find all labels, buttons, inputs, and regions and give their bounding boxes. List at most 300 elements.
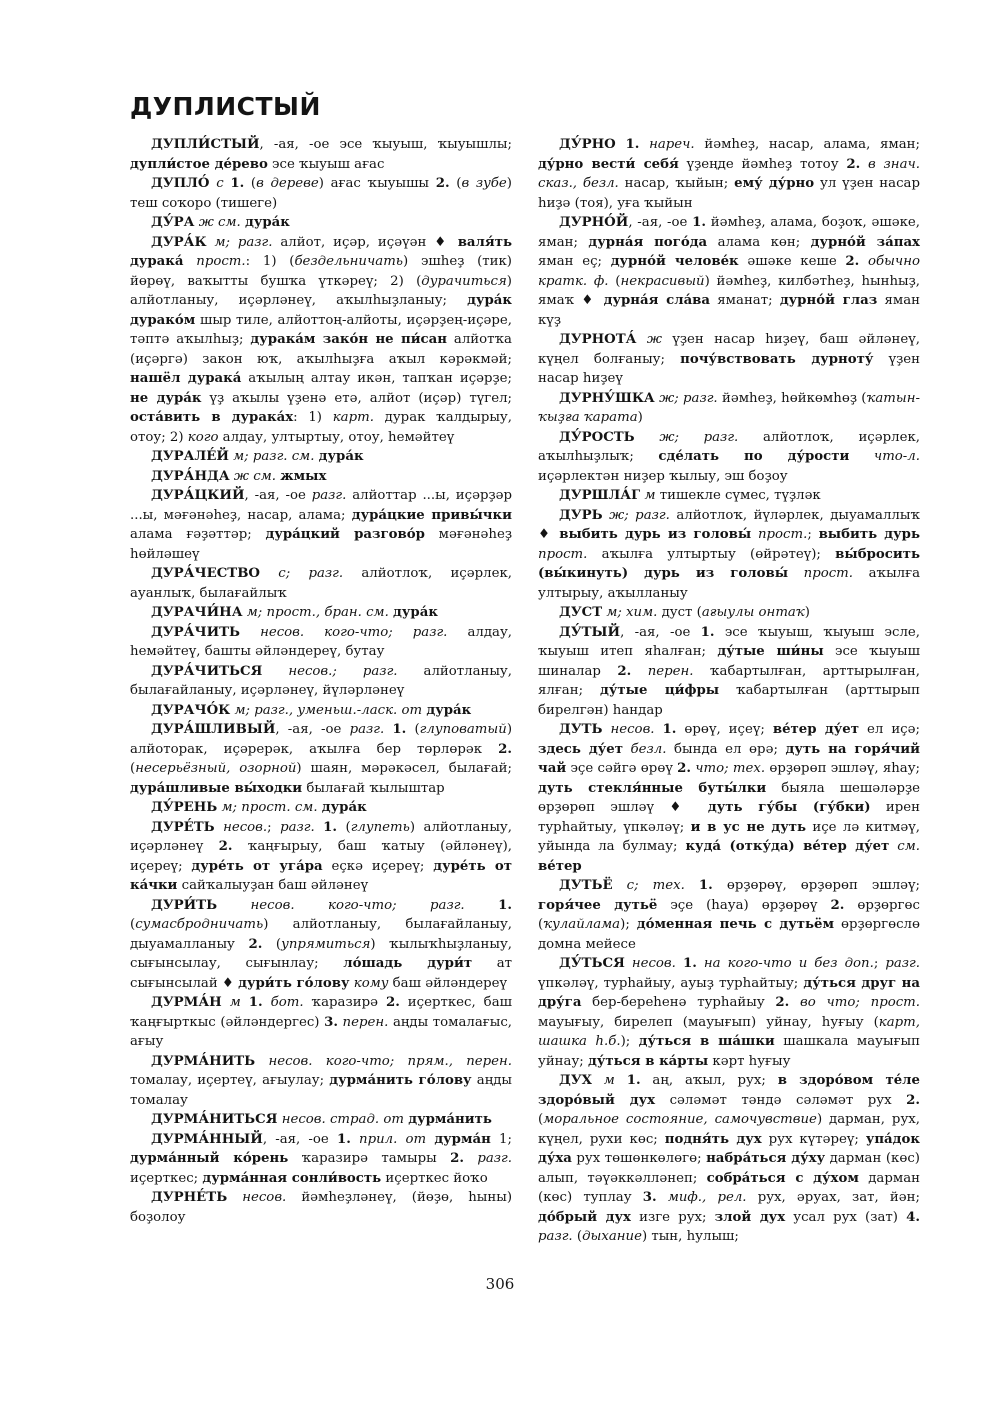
dictionary-entry xyxy=(538,506,920,604)
headword: ДУПЛИ́СТЫЙ xyxy=(151,137,260,152)
definition-text: алама ғәҙәттәр; xyxy=(130,527,266,542)
dictionary-entry xyxy=(538,603,920,623)
definition-text: иҫерткес йоҡо xyxy=(381,1170,488,1186)
dictionary-entry xyxy=(130,623,512,662)
phrase: валя́ть дурака́ xyxy=(130,234,513,269)
phrase: дура́к xyxy=(318,449,364,464)
definition-text: йәмһеҙләнеү, (йөҙө, һыны) боҙолоу xyxy=(130,1190,513,1225)
definition-text: ) дарман, рух, күңел, рухи көс; xyxy=(538,1112,920,1147)
right-column xyxy=(538,135,920,1247)
headword: ДУ́РОСТЬ xyxy=(559,429,635,445)
phrase: ему́ ду́рно xyxy=(734,176,815,191)
headword: ДУХ xyxy=(559,1073,592,1088)
phrase: 2. xyxy=(906,1092,921,1108)
grammar-label: разг. xyxy=(477,1151,512,1166)
definition-text: , -ая, -ое xyxy=(262,1131,337,1147)
headword: ДУРА́НДА xyxy=(151,468,230,484)
definition-text xyxy=(635,430,660,445)
grammar-label: с; разг. xyxy=(278,566,344,581)
definition-text xyxy=(240,625,260,640)
definition-text xyxy=(788,566,804,581)
headword: ДУРНЕ́ТЬ xyxy=(151,1190,228,1205)
definition-text: дарман (көс) туплау xyxy=(538,1170,920,1205)
grammar-label: безл. xyxy=(630,741,667,757)
definition-text xyxy=(625,956,632,971)
phrase: вы́бросить (вы́кинуть) дурь из головы́ xyxy=(538,546,920,581)
definition-text: шыр тиле, алйоттоң-алйоты, иҫәрҙең-иҫәре, тәптә аҡылһыҙ; xyxy=(130,312,512,347)
headword: ДУРМА́НИТЬ xyxy=(151,1053,256,1069)
definition-text: дуст ( xyxy=(657,605,702,620)
definition-text: ) алйотланыу, былағайланыу, дыуамалланыу xyxy=(130,917,512,952)
phrase: упа́док ду́ха xyxy=(538,1131,921,1166)
grammar-label: прост. xyxy=(803,566,854,581)
headword: ДУ́РЕНЬ xyxy=(151,800,218,815)
grammar-label: разг. xyxy=(885,956,920,971)
dictionary-entry xyxy=(538,428,920,487)
definition-text: өрҙөргөс ( xyxy=(538,897,920,932)
grammar-label: несов. страд. от xyxy=(281,1112,404,1127)
phrase: дупли́стое де́рево xyxy=(130,156,268,172)
headword: ДУРА́ЧИТЬСЯ xyxy=(151,663,263,679)
definition-text: аҡылың алтау икән, тапҡан иҫәрҙе; xyxy=(241,371,512,386)
grammar-label: сумасбродничать xyxy=(135,917,264,932)
grammar-label: прост. xyxy=(196,254,246,269)
definition-text: ); xyxy=(620,917,637,932)
grammar-label: м xyxy=(644,488,656,503)
dictionary-entry xyxy=(538,330,920,389)
definition-text: яманат; xyxy=(710,293,780,308)
headword: ДУРА́ЧИТЬ xyxy=(151,624,241,640)
definition-text: ) тын, һулыш; xyxy=(641,1229,739,1244)
definition-text: эсе ҡыуыш, ҡыуыш эсле, ҡыуыш итеп яһалған; xyxy=(538,624,920,659)
phrase: дурно́й челове́к xyxy=(610,254,739,269)
phrase: 1. xyxy=(498,897,513,913)
definition-text xyxy=(657,1190,668,1205)
phrase: 4. xyxy=(906,1209,920,1225)
grammar-label: прост. xyxy=(757,527,808,542)
dictionary-entry xyxy=(538,486,920,506)
definition-text: эҫе сәйгә өрөү xyxy=(566,761,678,776)
definition-text: бында ел өрә; xyxy=(666,741,786,757)
headword: ДУРМА́НИТЬСЯ xyxy=(151,1112,278,1127)
headword: ДУРА́ЦКИЙ xyxy=(151,488,245,503)
definition-text: өрҙөргөслө домна мейесе xyxy=(538,917,920,952)
phrase: ду́ться в ша́шки xyxy=(638,1034,775,1049)
definition-text xyxy=(639,137,649,152)
definition-text: , -ая, -ое эсе ҡыуыш, ҡыуышлы; xyxy=(259,137,512,152)
grammar-label: во что; прост. xyxy=(800,995,920,1010)
headword: ДУРМА́ННЫЙ xyxy=(151,1131,263,1147)
definition-text: сайҡалыуҙан баш әйләнеү xyxy=(177,878,369,893)
grammar-label: ж; разг. xyxy=(659,429,739,445)
phrase: дура́цкие привы́чки xyxy=(351,507,513,523)
headword: ДУРИ́ТЬ xyxy=(151,897,218,913)
phrase: дурма́нный ко́рень xyxy=(130,1151,289,1166)
dictionary-entry xyxy=(130,993,512,1052)
phrase: ве́тер ду́ет xyxy=(772,722,860,737)
dictionary-entry xyxy=(130,1130,512,1189)
phrase: ве́тер xyxy=(538,858,582,874)
page-number: 306 xyxy=(485,1275,515,1293)
definition-text xyxy=(465,898,498,913)
definition-text: ( xyxy=(130,761,136,776)
dictionary-entry xyxy=(130,818,512,896)
grammar-label: глупеть xyxy=(350,819,410,835)
grammar-label: м xyxy=(603,1073,615,1088)
headword: ДУРА́К xyxy=(151,234,207,250)
headword: ДУ́РА xyxy=(151,215,195,230)
definition-text xyxy=(676,956,683,971)
phrase: дуть на горя́чий чай xyxy=(538,741,920,776)
definition-text xyxy=(860,157,868,172)
phrase: 2. xyxy=(846,156,861,172)
phrase: дуре́ть от ка́чки xyxy=(130,858,512,893)
phrase: куда́ (отку́да) ве́тер ду́ет xyxy=(685,839,890,854)
headword: ДУРАЧО́К xyxy=(151,702,231,718)
definition-text: бер-береһенә турһайыу xyxy=(581,995,776,1010)
phrase: дура́шливые вы́ходки xyxy=(130,780,303,796)
running-header: ДУПЛИСТЫЙ xyxy=(130,92,321,121)
definition-text xyxy=(215,820,223,835)
grammar-label: бездельничать xyxy=(294,254,404,269)
phrase: 3. xyxy=(642,1190,657,1205)
phrase: 2. xyxy=(435,176,450,191)
phrase: выбить дурь xyxy=(818,527,920,542)
definition-text: иҫәрлектән ниҙер ҡылыу, эш боҙоу xyxy=(538,468,788,484)
grammar-label: бот. xyxy=(270,995,304,1010)
headword: ДУ́ТЫЙ xyxy=(559,624,621,640)
definition-text: аҡылға ултырыу, аҡылланыу xyxy=(538,566,920,601)
definition-text: тишекле сүмес, түҙләк xyxy=(655,488,821,503)
grammar-label: ж; разг. xyxy=(609,507,670,523)
grammar-label: упрямиться xyxy=(281,936,371,952)
phrase: дура́к xyxy=(393,605,438,620)
headword: ДУРШЛА́Г xyxy=(559,488,641,503)
dictionary-entry xyxy=(130,720,512,798)
definition-text: ) алйотланыу, иҫәрләнеү, аҡылһыҙланыу; xyxy=(130,273,512,308)
grammar-label: прост. xyxy=(538,546,588,562)
definition-text: алйоттар ...ы, иҫәрҙәр ...ы, мәғәнәһеҙ, насар, алама; xyxy=(130,488,512,523)
definition-text: кәрт һуғыу xyxy=(708,1053,791,1069)
definition-text: рух төшөнкөлөгө; xyxy=(571,1151,707,1166)
definition-text xyxy=(222,995,230,1010)
definition-text: алдау, ултыртыу, отоу, һемәйтеү xyxy=(218,429,455,445)
definition-text: аҡылға ултыртыу (өйрәтеү); xyxy=(587,546,836,562)
grammar-label: ж см. xyxy=(233,468,276,484)
grammar-label: миф., рел. xyxy=(667,1190,747,1205)
definition-text xyxy=(685,878,699,893)
definition-text: ҡаразирә xyxy=(303,995,386,1010)
grammar-label: м; разг. см. xyxy=(233,449,315,464)
dictionary-entry xyxy=(130,701,512,721)
definition-text: шашкала мауығып уйнау; xyxy=(538,1034,920,1069)
dictionary-entry xyxy=(130,467,512,487)
dictionary-entry xyxy=(130,213,512,233)
definition-text: ( xyxy=(130,917,136,932)
definition-text: : 1) xyxy=(293,410,333,425)
definition-text: ҡаразирә тамыры xyxy=(288,1151,451,1166)
definition-text xyxy=(241,995,249,1010)
phrase: дуть гу́бы (гу́бки) xyxy=(707,800,871,815)
phrase: 3. xyxy=(324,1014,338,1030)
phrase: 2. xyxy=(385,995,400,1010)
dictionary-entry xyxy=(130,662,512,701)
definition-text: , -ая, -ое xyxy=(275,722,350,737)
definition-text: баш әйләндереү xyxy=(388,975,508,991)
definition-text xyxy=(260,566,278,581)
definition-text: алйот, иҫәр, иҫәүән ♦ xyxy=(272,234,458,250)
dictionary-entry xyxy=(538,1071,920,1247)
definition-text xyxy=(255,1054,268,1069)
definition-text xyxy=(789,995,800,1010)
phrase: дурна́я сла́ва xyxy=(603,293,711,308)
grammar-label: несов. xyxy=(631,956,676,971)
definition-text xyxy=(464,1151,477,1166)
definition-text xyxy=(351,1132,359,1147)
grammar-label: несов. кого-что; прям., перен. xyxy=(268,1053,512,1069)
grammar-label: на кого-что и без доп. xyxy=(703,956,874,971)
phrase: и в ус не дуть xyxy=(690,819,807,835)
definition-text: ирен турһайтыу, үпкәләү; xyxy=(538,800,920,835)
definition-text xyxy=(615,1073,627,1088)
phrase: дури́ть го́лову xyxy=(238,975,350,991)
phrase: собра́ться с ду́хом xyxy=(706,1170,859,1186)
phrase: 1. xyxy=(625,137,640,152)
definition-text: ҡабартылған (арттырып бирелгән) һандар xyxy=(538,683,921,718)
grammar-label: с; тех. xyxy=(626,878,685,893)
definition-text: ( xyxy=(262,936,282,952)
definition-text: быяла шешәләрҙе өрҙөрөп эшләү ♦ xyxy=(538,780,920,815)
definition-text xyxy=(613,878,627,893)
dictionary-entry xyxy=(538,135,920,213)
phrase: ду́ться в ка́рты xyxy=(588,1053,709,1069)
phrase: 1. xyxy=(336,1131,351,1147)
grammar-label: кому xyxy=(353,975,389,991)
grammar-label: что; тех. xyxy=(695,761,766,776)
dictionary-entry xyxy=(130,1188,512,1227)
definition-text: ҡаңғырыу, баш ҡатыу (әйләнеү), иҫереү; xyxy=(130,839,512,874)
definition-text: ( xyxy=(337,819,351,835)
dictionary-entry xyxy=(538,389,920,428)
phrase: 2. xyxy=(248,936,263,952)
grammar-label: несов. кого-что; разг. xyxy=(250,897,465,913)
phrase: набра́ться ду́ху xyxy=(706,1151,826,1166)
phrase: 2. xyxy=(218,839,233,854)
grammar-label: обычно кратк. ф. xyxy=(538,254,920,289)
phrase: 1. xyxy=(392,722,407,737)
grammar-label: разг. xyxy=(280,819,315,835)
phrase: 1. xyxy=(692,215,707,230)
phrase: дурма́нная сонли́вость xyxy=(202,1170,382,1186)
definition-text: алйотҡа (иҫәргә) закон юҡ, аҡылһыҙға аҡыл кәрәкмәй; xyxy=(130,332,512,367)
definition-text: изге рух; xyxy=(630,1209,715,1225)
grammar-label: м; прост. см. xyxy=(221,800,318,815)
phrase: горя́чее дутьё xyxy=(538,897,658,913)
definition-text: эсе ҡыуыш шиналар xyxy=(538,644,920,679)
definition-text: алйотлоҡ, иҫәрлек, аҡылһыҙлыҡ; xyxy=(538,429,920,464)
definition-text: ) ҡылыҡһыҙланыу, сығынсылау, сығынлау; xyxy=(130,936,512,971)
definition-text: үҙен насар һиҙеү xyxy=(538,351,920,386)
phrase: здесь ду́ет xyxy=(538,741,623,757)
headword: ДУРА́ЧЕСТВО xyxy=(151,566,261,581)
dictionary-entry xyxy=(130,1052,512,1111)
definition-text: үҙ аҡылы үҙенә етә, алйот (иҫәр) түгел; xyxy=(201,390,512,406)
definition-text: йәмһеҙ, һөйкөмһөҙ ( xyxy=(717,390,867,406)
phrase: дура́к xyxy=(321,800,367,815)
definition-text: ҡабартылған, арттырылған, ялған; xyxy=(538,663,920,698)
grammar-label: кого xyxy=(187,429,219,445)
grammar-label: моральное состояние, самочувствие xyxy=(543,1112,817,1127)
headword: ДУ́РНО xyxy=(559,137,616,152)
grammar-label: ағыулы онтаҡ xyxy=(701,605,805,620)
grammar-label: разг. xyxy=(349,722,385,737)
definition-text: ( xyxy=(608,273,621,289)
phrase: дура́цкий разгово́р xyxy=(265,527,425,542)
definition-text: , -ая, -ое xyxy=(620,624,701,640)
definition-text: йәмһеҙ, насар, алама, яман; xyxy=(694,137,920,152)
definition-text: алйотлоҡ, иҫәрлек, ауанлыҡ, былағайлыҡ xyxy=(130,566,512,601)
definition-text: ) алйотланыу, иҫәрләнеү xyxy=(130,819,512,854)
definition-text xyxy=(849,449,874,464)
dictionary-entry xyxy=(130,603,512,623)
headword: ДУРМА́Н xyxy=(151,995,222,1010)
phrase: дурма́нить xyxy=(408,1112,492,1127)
definition-text xyxy=(859,254,868,269)
grammar-label: перен. xyxy=(342,1014,389,1030)
grammar-label: что-л. xyxy=(873,449,920,464)
grammar-label: несов. кого-что; разг. xyxy=(260,624,448,640)
phrase: ду́тые ши́ны xyxy=(717,644,824,659)
definition-text: аң, аҡыл, рух; xyxy=(640,1073,778,1088)
phrase: подня́ть дух xyxy=(664,1131,762,1147)
definition-text: ( xyxy=(406,722,420,737)
definition-text: үҙеңде йәмһеҙ тотоу xyxy=(678,156,847,172)
definition-text: алама көн; xyxy=(707,234,811,250)
definition-text: , -ая, -ое xyxy=(628,215,693,230)
definition-text: дурак ҡалдырыу, отоу; 2) xyxy=(130,410,512,445)
headword: ДУПЛО́ xyxy=(151,176,210,191)
grammar-label: глуповатый xyxy=(419,722,507,737)
headword: ДУТЬЁ xyxy=(559,878,613,893)
grammar-label: ж см. xyxy=(198,215,241,230)
definition-text xyxy=(616,137,626,152)
definition-text xyxy=(592,1073,604,1088)
definition-text: : 1) ( xyxy=(245,254,295,269)
grammar-label: несов. xyxy=(223,819,268,835)
dictionary-entry xyxy=(130,233,512,448)
grammar-label: карт. xyxy=(332,410,374,425)
phrase: 1. xyxy=(662,722,677,737)
definition-text: , -ая, -ое xyxy=(244,488,312,503)
grammar-label: несов. xyxy=(610,722,655,737)
phrase: дурма́нить го́лову xyxy=(329,1073,472,1088)
grammar-label: ҡулайлама xyxy=(543,917,621,932)
grammar-label: перен. xyxy=(647,663,694,679)
definition-text: ) йәмһеҙ, килбәтһеҙ, һынһыҙ, ямаҡ ♦ xyxy=(538,273,920,308)
grammar-label: ж; разг. xyxy=(659,390,718,406)
grammar-label: дыхание xyxy=(582,1229,642,1244)
phrase: до́брый дух xyxy=(538,1209,631,1225)
phrase: 1. xyxy=(700,624,715,640)
headword: ДУРНО́Й xyxy=(559,215,629,230)
dictionary-entry xyxy=(538,213,920,330)
phrase: ду́тые ци́фры xyxy=(600,683,720,698)
definition-text: алйотланыу, былағайланыу, иҫәрләнеү, йүләрләнеү xyxy=(130,663,512,698)
grammar-label: несов. xyxy=(242,1190,287,1205)
grammar-label: разг. xyxy=(311,488,347,503)
definition-text: үҙен насар һиҙеү, баш әйләнеү, күңел болғаныу; xyxy=(538,332,921,367)
headword: ДУРАЛЕ́Й xyxy=(151,449,229,464)
phrase: 2. xyxy=(498,741,512,757)
phrase: почу́вствовать дурноту́ xyxy=(680,351,874,367)
definition-text: усал рух (зат) xyxy=(785,1209,907,1225)
phrase: выбить дурь из головы́ xyxy=(559,527,752,542)
headword: ДУРЬ xyxy=(559,507,603,523)
dictionary-entry xyxy=(538,720,920,876)
definition-text xyxy=(697,956,704,971)
phrase: 1. xyxy=(682,956,697,971)
phrase: ду́ться друг на дру́га xyxy=(538,975,920,1010)
definition-text: яман күҙ xyxy=(538,293,920,328)
definition-text: былағай ҡылыштар xyxy=(302,780,445,796)
definition-text: өрҙөрөү, өрҙөрөп эшләү; xyxy=(712,878,920,893)
phrase: ду́рно вести́ себя́ xyxy=(538,156,679,172)
phrase: оста́вить в дурака́х xyxy=(130,410,294,425)
dictionary-entry xyxy=(130,564,512,603)
definition-text xyxy=(217,898,250,913)
definition-text: мауығыу, бирелеп (мауығып) уйнау, һуғыу ( xyxy=(538,1014,879,1030)
definition-text: ( xyxy=(449,176,462,191)
definition-text xyxy=(262,664,288,679)
definition-text: ; xyxy=(873,956,886,971)
headword: ДУ́ТЬСЯ xyxy=(559,956,625,971)
phrase: дуре́ть от уга́ра xyxy=(191,858,323,874)
phrase: дуть стекля́нные буты́лки xyxy=(538,780,767,796)
phrase: дура́к xyxy=(244,215,290,230)
definition-text: ат сығынсылай ♦ xyxy=(130,956,512,991)
grammar-label: разг. xyxy=(538,1229,573,1244)
definition-text xyxy=(227,1190,242,1205)
headword: ДУРА́ШЛИВЫЙ xyxy=(151,722,276,737)
phrase: в здоро́вом те́ле здоро́вый дух xyxy=(538,1073,921,1108)
grammar-label: в дереве xyxy=(256,176,319,191)
phrase: злой дух xyxy=(714,1209,786,1225)
headword: ДУРНУ́ШКА xyxy=(559,390,655,406)
definition-text xyxy=(631,664,647,679)
definition-text: эсе ҡыуыш ағас xyxy=(267,156,385,172)
definition-text: эҫе (һауа) өрҙөрөү xyxy=(657,897,831,913)
phrase: дурма́н xyxy=(434,1131,491,1147)
phrase: дура́к дурако́м xyxy=(130,293,512,328)
definition-text: ) алйоторак, иҫәрерәк, аҡылға бер төрлөрәк xyxy=(130,722,513,757)
definition-text xyxy=(263,995,271,1010)
headword: ДУСТ xyxy=(559,605,603,620)
dictionary-entry xyxy=(130,1110,512,1130)
definition-text xyxy=(315,820,323,835)
definition-text: ) ағас ҡыуышы xyxy=(318,176,436,191)
definition-text: өрөү, иҫеү; xyxy=(676,722,773,737)
definition-text: ул үҙен насар һиҙә (тоя), уға ҡыйын xyxy=(538,176,920,211)
definition-text: ); xyxy=(620,1034,639,1049)
phrase: дурно́й глаз xyxy=(779,293,878,308)
definition-text: ) шаян, мәрәкәсел, былағай; xyxy=(296,761,512,776)
headword: ДУТЬ xyxy=(559,722,603,737)
definition-text: ) xyxy=(637,410,643,425)
definition-text: 1; xyxy=(490,1131,512,1147)
definition-text: ; xyxy=(267,819,281,835)
definition-text xyxy=(623,742,631,757)
phrase: жмых xyxy=(280,468,327,484)
